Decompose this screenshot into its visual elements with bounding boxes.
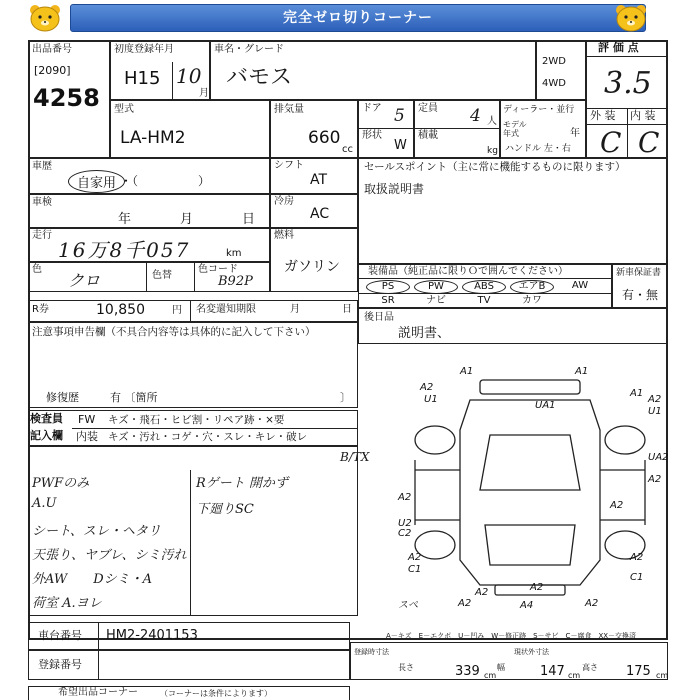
color-code: B92P	[218, 274, 253, 289]
mileage-label: 走行	[32, 230, 52, 241]
damage-mark: A2	[630, 552, 644, 563]
deadline-day: 日	[342, 304, 352, 315]
warranty-value: 有・無	[622, 288, 659, 302]
fuel-label: 燃料	[274, 230, 294, 241]
dims-width: 147	[540, 664, 565, 679]
selling-points-box	[358, 158, 668, 264]
later-docs-value: 説明書、	[398, 326, 451, 341]
capacity-unit: 人	[487, 116, 497, 127]
selling-points-line1: 取扱説明書	[364, 182, 425, 196]
damage-mark: A1	[630, 388, 644, 399]
rating-label: 評 価 点	[598, 41, 639, 54]
equipment-item: カワ	[522, 295, 542, 306]
handwritten-note: 荷室 A.ヨレ	[32, 596, 102, 611]
mileage-value: 16万8千057	[58, 238, 191, 262]
repair-close: 〕	[340, 391, 351, 404]
damage-mark: C1	[630, 572, 644, 583]
equipment-item: ナビ	[426, 295, 446, 306]
lot-label: 出品番号	[32, 44, 72, 55]
handwritten-note: 天張り、ヤブレ、シミ汚れ	[32, 548, 187, 563]
footer-label: 希望出品コーナー	[58, 687, 138, 698]
dims-height: 175	[626, 664, 651, 679]
doors-value: 5	[394, 106, 405, 126]
shift-label: シフト	[274, 160, 304, 171]
capacity-value: 4	[470, 106, 481, 126]
damage-marks	[397, 366, 669, 610]
damage-mark: UA1	[535, 400, 556, 411]
name-value: バモス	[226, 65, 293, 90]
rating-int-label: 内 装	[630, 109, 656, 122]
handle-label: ハンドル 左・右	[505, 144, 571, 154]
handwritten-note: Rゲート 開かず	[196, 476, 288, 491]
chassis-value: HM2-2401153	[106, 628, 198, 643]
dims-body-label: 現状外寸法	[514, 648, 549, 656]
first-reg-era: H15	[124, 68, 161, 89]
inspector-row1-head: FW	[78, 413, 96, 426]
shape-value: W	[394, 138, 407, 153]
equipment-item: TV	[477, 295, 491, 306]
drive-4wd: 4WD	[542, 78, 566, 89]
dims-height-unit: cm	[656, 671, 669, 680]
model-value: LA-HM2	[120, 128, 186, 148]
damage-mark: C2	[398, 528, 412, 539]
repair-value: 有 〔箇所	[110, 391, 158, 404]
history-value: 自家用	[68, 170, 125, 193]
model-year-label: モデル年式	[503, 120, 527, 138]
shape-label: 形状	[362, 130, 382, 141]
handwritten-note: PWFのみ	[32, 476, 90, 491]
warranty-label: 新車保証書	[616, 268, 662, 278]
inspector-row2-label: 記入欄	[30, 429, 63, 442]
aircon-value: AC	[310, 206, 330, 222]
displacement-label: 排気量	[274, 104, 304, 115]
dims-reg-label: 登録時寸法	[354, 648, 389, 656]
drive-2wd: 2WD	[542, 56, 566, 67]
dims-length: 339	[455, 664, 480, 679]
displacement-unit: cc	[342, 144, 353, 155]
inspection-month: 月	[180, 212, 194, 227]
color-label: 色	[32, 264, 42, 275]
damage-mark: A2	[610, 500, 624, 511]
equipment-label: 装備品（純正品に限りＯで囲んでください）	[368, 266, 568, 277]
handwritten-note: シート、スレ・ヘタリ	[32, 524, 161, 539]
load-unit: kg	[487, 146, 498, 156]
inspection-day: 日	[242, 212, 256, 227]
dims-h-label: 高さ	[582, 663, 598, 672]
banner-title: 完全ゼロ切りコーナー	[70, 4, 646, 32]
history-paren: ・（ ）	[120, 174, 211, 188]
damage-mark: A2	[420, 382, 434, 393]
damage-mark: UA2	[648, 452, 669, 463]
equipment-item: AW	[571, 280, 589, 291]
inspector-row1-label: 検査員	[30, 412, 63, 425]
damage-mark: A2	[585, 598, 599, 609]
equipment-item: PS	[366, 280, 410, 294]
footer-sub: （コーナーは条件によります）	[160, 689, 272, 698]
equipment-item: ABS	[462, 280, 506, 294]
dims-len-unit: cm	[484, 671, 497, 680]
damage-mark: A2	[648, 474, 662, 485]
damage-mark: A2	[648, 394, 662, 405]
rating-ext: C	[600, 126, 622, 159]
doors-label: ドア	[362, 103, 382, 114]
damage-mark: C1	[408, 564, 422, 575]
car-damage-diagram	[390, 360, 670, 610]
lot-number: 4258	[33, 84, 100, 112]
first-reg-month: 10	[176, 64, 202, 88]
shift-value: AT	[310, 172, 328, 188]
handwritten-note: A.U	[32, 496, 57, 511]
equipment-item: エアB	[510, 280, 554, 294]
inspector-row1-items: キズ・飛石・ヒビ割・リペア跡・×要	[108, 414, 285, 426]
rating-score: 3.5	[604, 66, 652, 101]
chassis-label: 車台番号	[38, 629, 82, 642]
aircon-label: 冷房	[274, 196, 294, 207]
deadline-label: 名変還知期限	[196, 304, 256, 315]
name-label: 車名・グレード	[214, 44, 284, 55]
dims-wh-label: 幅	[497, 663, 505, 672]
dealer-label: ディーラー・並行	[503, 105, 575, 115]
damage-mark: A2	[475, 587, 489, 598]
first-reg-month-unit: 月	[199, 88, 209, 99]
later-docs-label: 後日品	[364, 312, 394, 323]
registration-label: 登録番号	[38, 658, 82, 671]
car-outline	[415, 380, 645, 595]
mileage-unit: km	[226, 248, 242, 259]
lot-code: [2090]	[34, 64, 71, 77]
notice-label: 注意事項申告欄（不具合内容等は具体的に記入して下さい）	[32, 326, 316, 338]
history-label: 車歴	[32, 161, 52, 172]
damage-mark: A1	[460, 366, 474, 377]
first-reg-label: 初度登録年月	[114, 44, 174, 55]
damage-legend: A－キズ E－エクボ U－凹み W－修正跡 S－サビ C－腐食 XX－交換済	[386, 632, 637, 640]
drive-box	[536, 40, 586, 100]
dims-len-label: 長さ	[398, 663, 414, 672]
capacity-label: 定員	[418, 103, 438, 114]
color-value: クロ	[68, 271, 101, 290]
repair-label: 修復歴	[46, 391, 79, 404]
deadline-month: 月	[290, 304, 300, 315]
damage-mark: A2	[408, 552, 422, 563]
damage-mark: スペ	[398, 600, 418, 610]
equipment-item: SR	[381, 295, 395, 306]
recycle-value: 10,850	[96, 302, 145, 318]
damage-mark: A4	[520, 600, 534, 610]
fuel-value: ガソリン	[284, 259, 340, 275]
inspector-row2-head: 内装	[76, 430, 98, 443]
damage-mark: U2	[398, 518, 412, 529]
tx-note: B/TX	[340, 450, 370, 464]
model-year-unit: 年	[570, 128, 580, 139]
handwritten-note: 外AW Dシミ・A	[32, 572, 153, 587]
damage-mark: A1	[575, 366, 589, 377]
inspector-row2-items: キズ・汚れ・コゲ・穴・スレ・キレ・破レ	[108, 431, 308, 443]
bear-mascot-right-icon	[612, 2, 650, 34]
damage-mark: A2	[398, 492, 412, 503]
damage-mark: U1	[648, 406, 662, 417]
selling-points-label: セールスポイント（主に常に機能するものに限ります）	[364, 161, 626, 173]
dims-box	[350, 642, 668, 680]
equipment-item: PW	[414, 280, 458, 294]
load-label: 積載	[418, 130, 438, 141]
inspection-year: 年	[118, 212, 132, 227]
color-change-label: 色替	[152, 270, 172, 281]
recycle-unit: 円	[172, 305, 182, 316]
rating-int: C	[638, 126, 660, 159]
displacement-value: 660	[308, 128, 341, 148]
handwritten-note: 下廻りSC	[196, 502, 254, 517]
color-code-label: 色コード	[198, 264, 238, 275]
dims-width-unit: cm	[568, 671, 581, 680]
recycle-box	[28, 300, 358, 322]
inspection-label: 車検	[32, 197, 52, 208]
rating-ext-label: 外 装	[590, 109, 616, 122]
inspection-box	[28, 194, 270, 228]
model-label: 型式	[114, 104, 134, 115]
bear-mascot-left-icon	[26, 2, 64, 34]
recycle-label: R券	[32, 304, 49, 315]
damage-mark: A2	[458, 598, 472, 609]
damage-mark: U1	[424, 394, 438, 405]
damage-mark: A2	[530, 582, 544, 593]
